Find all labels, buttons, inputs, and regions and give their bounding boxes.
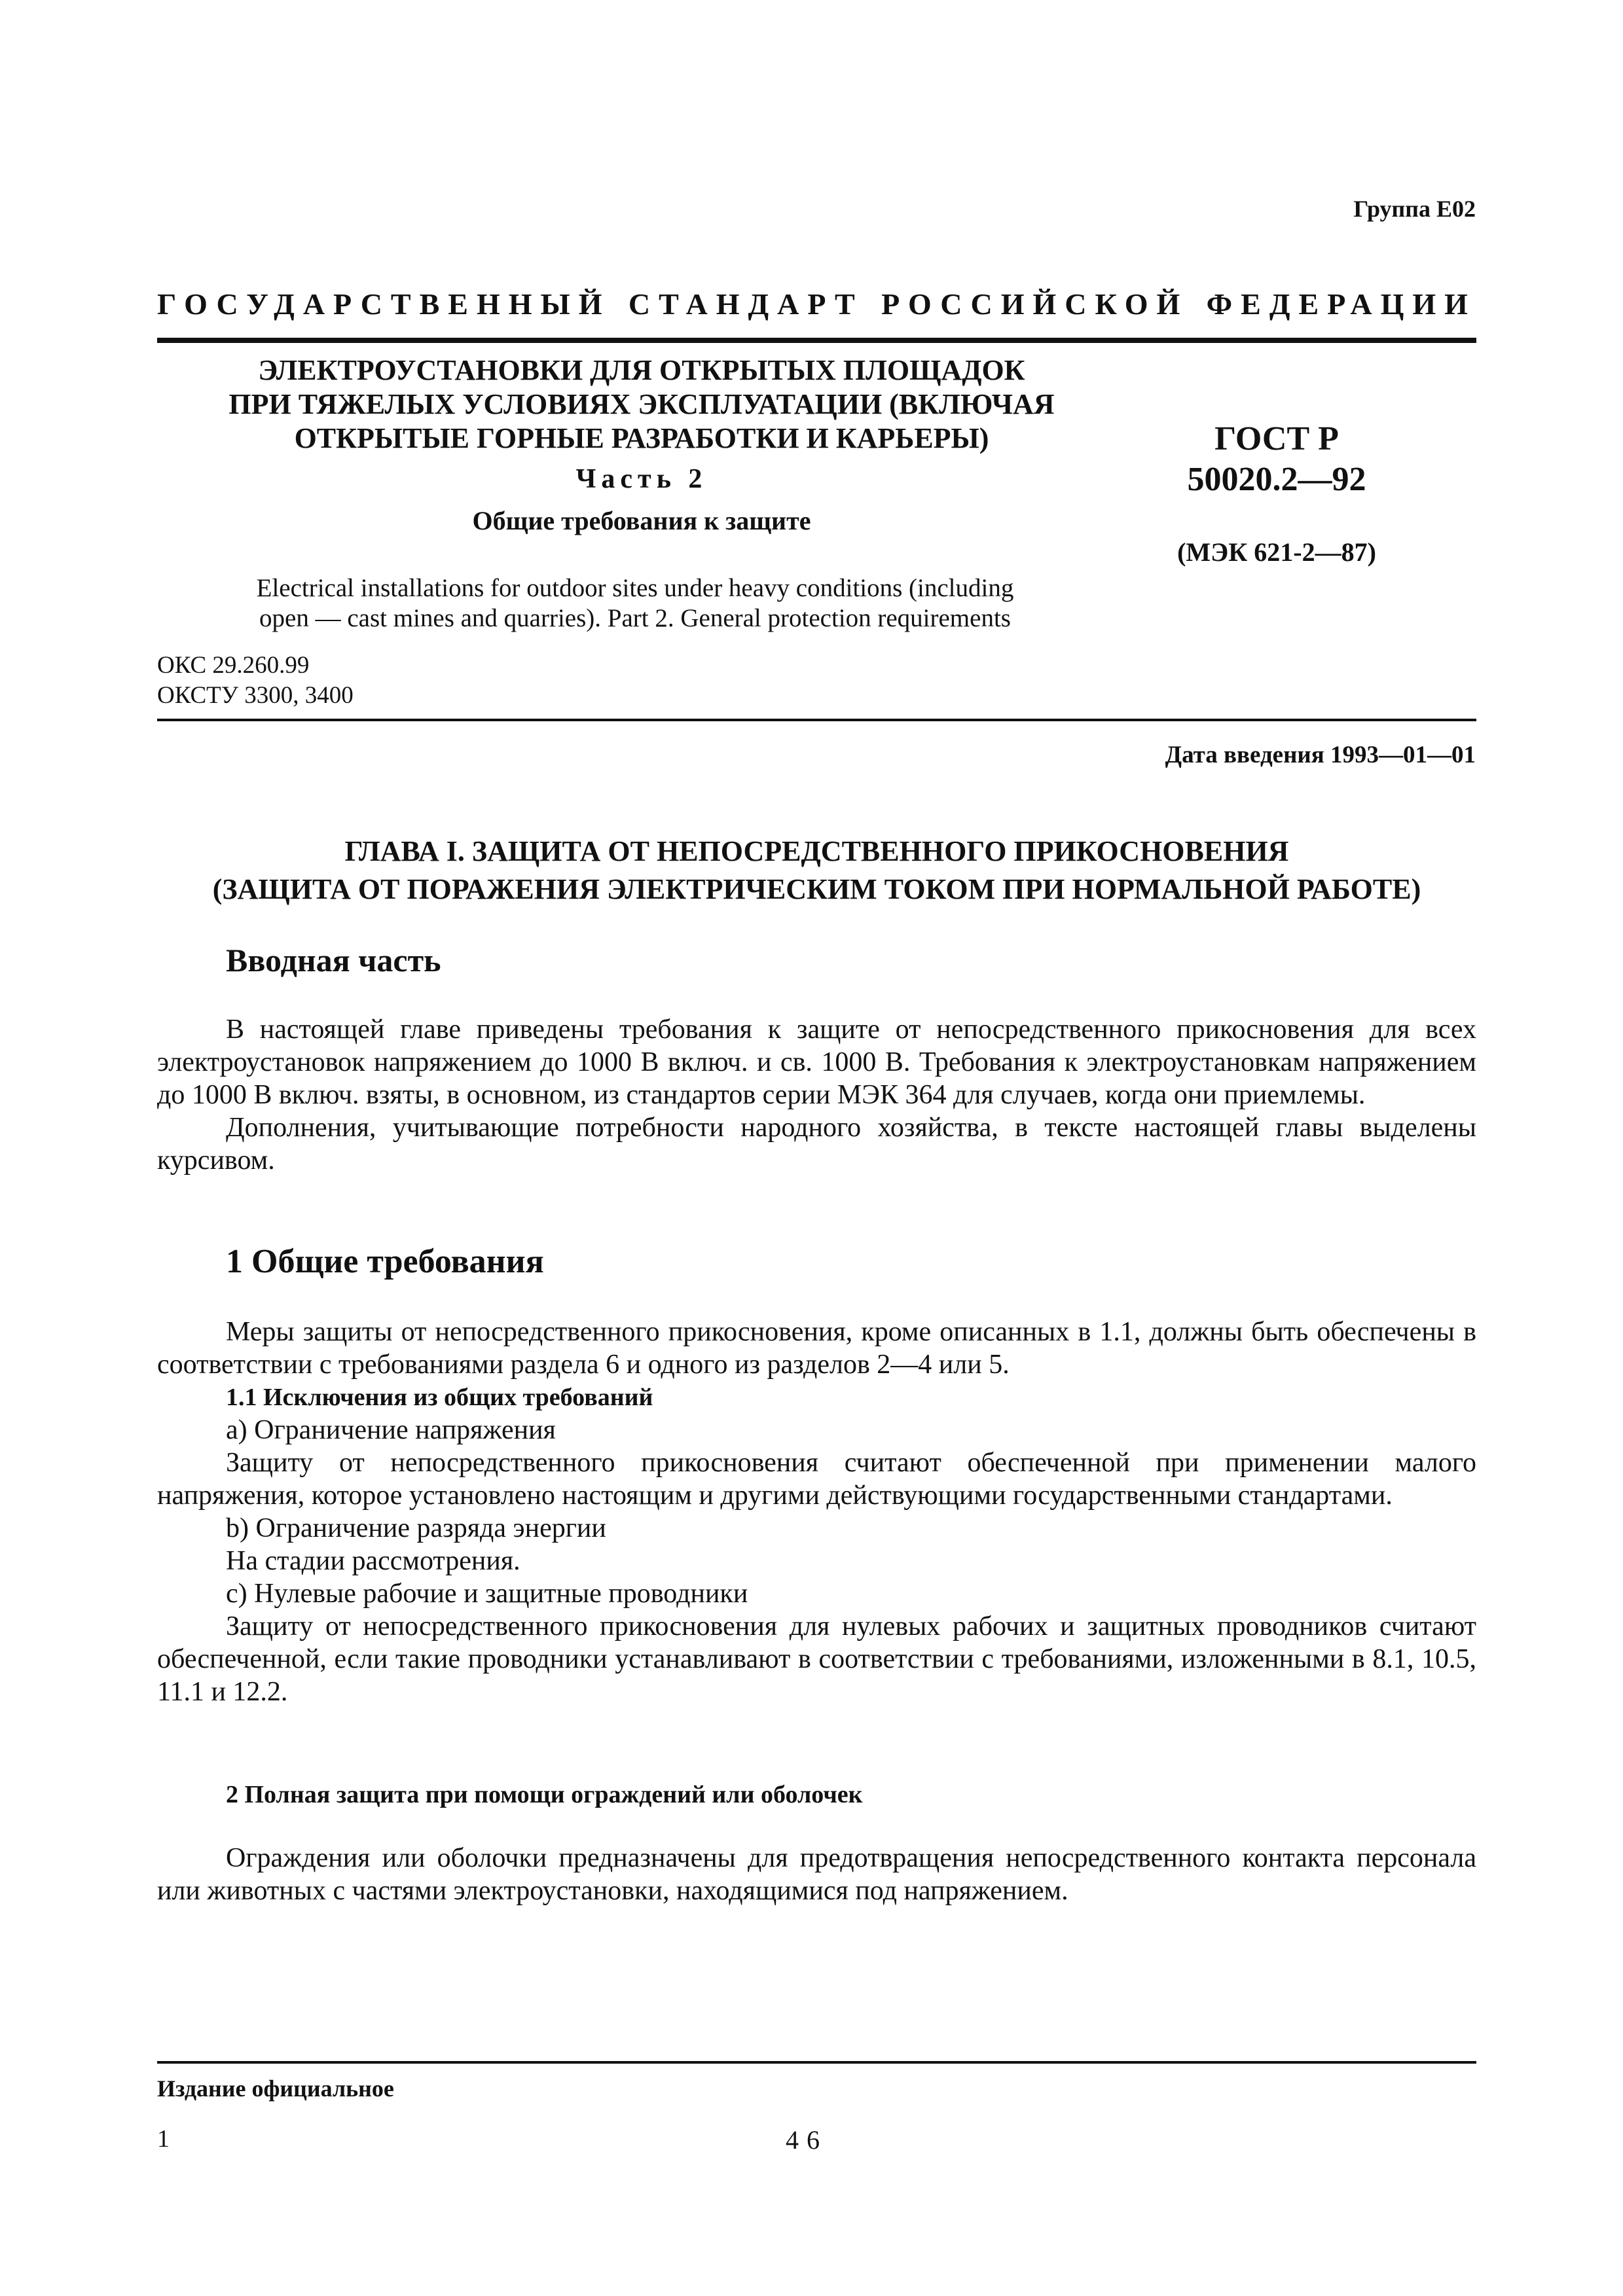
section2-body	[157, 1842, 1476, 1907]
english-title	[196, 573, 1074, 634]
list-item-label: а) Ограничение напряжения	[226, 1415, 556, 1445]
footer-divider	[157, 2061, 1476, 2064]
group-code: Группа Е02	[1353, 196, 1476, 222]
list-item-label: с) Нулевые рабочие и защитные проводники	[226, 1579, 748, 1609]
document-title	[183, 353, 1100, 456]
classification-codes	[157, 651, 354, 711]
chapter-line: (ЗАЩИТА ОТ ПОРАЖЕНИЯ ЭЛЕКТРИЧЕСКИМ ТОКОМ ПРИ НОРМАЛЬНОЙ РАБОТЕ)	[212, 873, 1421, 905]
iec-equivalent: (МЭК 621-2—87)	[1177, 537, 1376, 567]
oks-code: ОКС 29.260.99	[157, 652, 310, 679]
gost-number: 50020.2—92	[1187, 461, 1366, 498]
paragraph: Меры защиты от непосредственного прикосновения, кроме описанных в 1.1, должны быть обеспечены в соответствии с требованиями раздела 6 и одного из разделов 2—4 или 5.	[157, 1317, 1476, 1380]
top-divider	[157, 338, 1476, 343]
header-divider	[157, 719, 1476, 721]
banner-word: ГОСУДАРСТВЕННЫЙ	[157, 287, 611, 321]
title-line: ЭЛЕКТРОУСТАНОВКИ ДЛЯ ОТКРЫТЫХ ПЛОЩАДОК	[258, 354, 1025, 386]
gost-designation	[1159, 419, 1395, 500]
banner-word: ФЕДЕРАЦИИ	[1206, 287, 1476, 321]
paragraph: На стадии рассмотрения.	[226, 1546, 520, 1576]
gost-line: ГОСТ Р	[1214, 420, 1339, 457]
introduction-date: Дата введения 1993—01—01	[1165, 742, 1476, 768]
paragraph: Защиту от непосредственного прикосновения для нулевых рабочих и защитных проводников считают обеспеченной, если такие проводники устанавливают в соответствии с требованиями, изложенными в 8.1, 10.5, 11.1 и 12.2.	[157, 1611, 1476, 1707]
section2-heading: 2 Полная защита при помощи ограждений или оболочек	[226, 1781, 863, 1808]
general-body	[157, 1316, 1476, 1708]
edition-note: Издание официальное	[157, 2075, 394, 2102]
intro-heading: Вводная часть	[226, 942, 441, 978]
english-title-line: Electrical installations for outdoor sites under heavy conditions (including	[256, 574, 1014, 602]
page-number: 46	[786, 2125, 828, 2155]
part-label: Часть 2	[575, 464, 708, 494]
paragraph: Ограждения или оболочки предназначены для предотвращения непосредственного контакта персонала или животных с частями электроустановки, находящимися под напряжением.	[157, 1843, 1476, 1906]
banner-word: РОССИЙСКОЙ	[881, 287, 1189, 321]
english-title-line: open — cast mines and quarries). Part 2. General protection requirements	[259, 604, 1011, 632]
general-heading: 1 Общие требования	[226, 1243, 544, 1280]
sheet-number: 1	[157, 2125, 170, 2153]
chapter-title	[157, 833, 1476, 908]
paragraph: В настоящей главе приведены требования к защите от непосредственного прикосновения для всех электроустановок напряжением до 1000 В включ. и св. 1000 В. Требования к электроустановкам напряжением до 1000 В включ. взяты, в основном, из стандартов серии МЭК 364 для случаев, когда они приемлемы.	[157, 1014, 1476, 1110]
paragraph: Защиту от непосредственного прикосновения считают обеспеченной при применении малого напряжения, которое установлено настоящим и другими действующими государственными стандартами.	[157, 1448, 1476, 1511]
state-standard-banner	[157, 287, 1476, 321]
subsection-heading: 1.1 Исключения из общих требований	[226, 1384, 653, 1411]
paragraph: Дополнения, учитывающие потребности народного хозяйства, в тексте настоящей главы выделены курсивом.	[157, 1113, 1476, 1175]
list-item-label: b) Ограничение разряда энергии	[226, 1513, 606, 1543]
okstu-code: ОКСТУ 3300, 3400	[157, 682, 354, 709]
intro-body	[157, 1013, 1476, 1177]
title-line: ПРИ ТЯЖЕЛЫХ УСЛОВИЯХ ЭКСПЛУАТАЦИИ (ВКЛЮЧАЯ	[228, 388, 1055, 420]
chapter-line: ГЛАВА I. ЗАЩИТА ОТ НЕПОСРЕДСТВЕННОГО ПРИКОСНОВЕНИЯ	[344, 835, 1289, 867]
part-subtitle: Общие требования к защите	[472, 506, 811, 535]
title-line: ОТКРЫТЫЕ ГОРНЫЕ РАЗРАБОТКИ И КАРЬЕРЫ)	[294, 422, 989, 454]
banner-word: СТАНДАРТ	[628, 287, 864, 321]
